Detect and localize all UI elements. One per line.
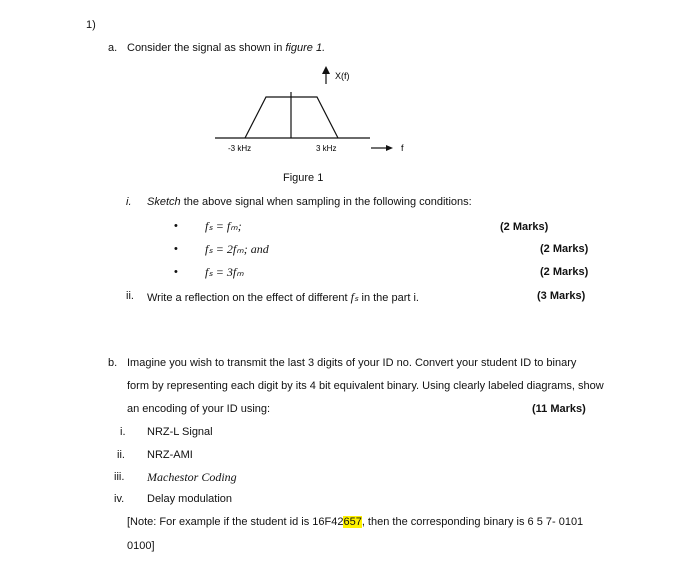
f-arrowhead [386,145,393,151]
bullet-dot: • [174,220,178,232]
sub-i-text [147,196,472,208]
bullet-1-marks: (2 Marks) [500,221,549,233]
bullet-3-marks: (2 Marks) [540,266,589,278]
part-b-item-1-text: NRZ-L Signal [147,426,213,438]
part-b-item-2-label: ii. [117,449,125,461]
figure-caption: Figure 1 [283,172,324,184]
part-b-item-4-text: Delay modulation [147,493,232,505]
note-line-2: 0100] [127,540,155,552]
part-b-marks: (11 Marks) [532,403,586,415]
sub-ii-text-after: in the part i. [361,292,419,304]
note-line-1 [127,516,583,528]
bullet-1-expression: fₛ = fₘ; [205,219,242,233]
part-a-intro-text: Consider the signal as shown in [127,42,283,54]
tick-label-pos-3khz: 3 kHz [316,144,337,153]
sub-ii-symbol: fₛ [350,290,359,304]
tick-label-neg-3khz: -3 kHz [228,144,252,153]
note-suffix: , then the corresponding binary is 6 5 7- 0101 [361,516,584,528]
bullet-dot: • [174,243,178,255]
question-number: 1) [86,19,96,31]
note-highlighted-digits: 657 [343,516,362,528]
sub-i-verb: Sketch [147,196,181,208]
part-b-label: b. [108,357,118,369]
sub-i-label: i. [126,196,132,208]
sub-ii-label: ii. [126,290,134,302]
part-b-item-4-label: iv. [114,493,125,505]
figure-reference: figure 1. [285,42,326,54]
part-b-item-3-label: iii. [114,471,125,483]
f-axis-label: f [401,143,404,153]
part-b-line-1: Imagine you wish to transmit the last 3 digits of your ID no. Convert your student ID to binary [127,357,577,369]
axis-label-xf: X(f) [335,71,350,81]
bullet-2-marks: (2 Marks) [540,243,589,255]
part-b-item-1-label: i. [120,426,126,438]
part-b-line-2: form by representing each digit by its 4 bit equivalent binary. Using clearly labeled diagrams, show [127,380,604,392]
vertical-axis-arrowhead [322,66,330,74]
part-a-label: a. [108,42,118,54]
sub-ii-text [147,290,419,305]
bullet-3-expression: fₛ = 3fₘ [205,265,244,279]
figure-1-spectrum [0,0,700,200]
sub-ii-text-before: Write a reflection on the effect of different [147,292,348,304]
bullet-2-expression: fₛ = 2fₘ; and [205,242,269,256]
part-b-item-2-text: NRZ-AMI [147,449,193,461]
part-b-item-3-text: Machestor Coding [147,470,237,484]
bullet-dot: • [174,266,178,278]
part-b-line-3: an encoding of your ID using: [127,403,271,415]
sub-i-description: the above signal when sampling in the following conditions: [183,196,472,208]
sub-ii-marks: (3 Marks) [537,290,586,302]
note-prefix: [Note: For example if the student id is 16F42 [127,516,344,528]
